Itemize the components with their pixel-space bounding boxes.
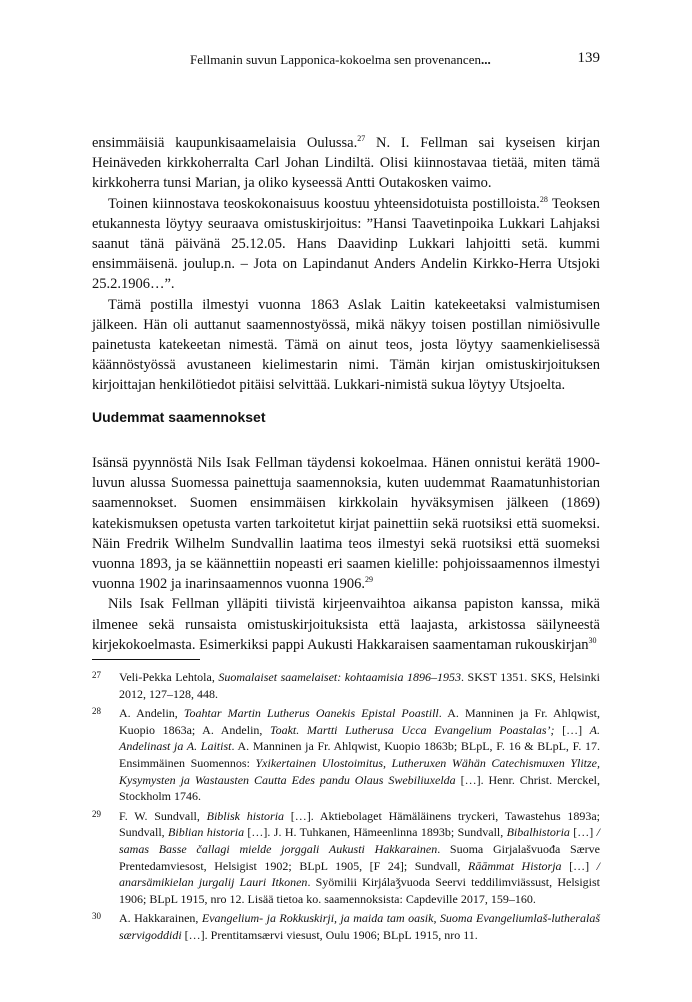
footnote-text-run: […]: [569, 825, 597, 840]
footnote-ref[interactable]: 30: [588, 635, 597, 645]
page-number: 139: [577, 50, 600, 66]
footnote: [92, 669, 600, 702]
running-title-ellipsis: ...: [480, 52, 491, 67]
footnote-title-italic: Yxikertainen Ulostoimitus, Lutheruxen Wähän Catechismuxen Ylitze, Kysymysten ja Wastausten Cautta Edes pandu Olaus Swebiliuxelda: [119, 755, 600, 787]
running-title-text: Fellmanin suvun Lapponica-kokoelma sen provenancen: [190, 52, 481, 67]
paragraph-text: Nils Isak Fellman ylläpiti tiivistä kirjeenvaihtoa aikansa papiston kanssa, mikä ilmenee sekä runsaista omistuskirjoituksista että laajasta, arkistossa säilyneestä kirjekokoelmasta. Esimerkiksi pappi Aukusti Hakkaraisen saamentaman rukouskirjan: [92, 596, 600, 653]
running-header: [190, 52, 600, 72]
body-text-block-2: [92, 453, 600, 655]
footnote-title-italic: Evangelium- ja Rokkuskirji, ja maida tam oasik, Suoma Evangeliumlaš-lutheralaš særvigoddidi: [119, 911, 600, 942]
footnote-text: [119, 911, 600, 942]
paragraph-text: N. I. Fellman sai kyseisen kirjan Heinäveden kirkkoherralta Carl Johan Lindiltä. Olisi kiinnostavaa tietää, miten tämä kirkkoherra tunsi Marian, ja oliko kyseessä Antti Outakosken vaimo.: [92, 135, 600, 192]
footnote-text-run: […]. Prentitamsærvi viesust, Oulu 1906; BLpL 1915, nro 11.: [181, 927, 478, 942]
footnote: [92, 808, 600, 908]
footnote-divider: [92, 659, 200, 660]
footnote-text-run: Veli-Pekka Lehtola,: [119, 670, 219, 684]
footnote-title-italic: Bibalhistoria: [506, 825, 570, 840]
footnote-text-run: . A. Manninen ja Fr. Ahlqwist, Kuopio 1863a; A. Andelin,: [119, 706, 601, 737]
footnote-ref[interactable]: 27: [357, 134, 366, 143]
footnote-text-run: […]. J. H. Tuhkanen, Hämeenlinna 1893b; Sundvall,: [244, 825, 507, 840]
footnote-text: [119, 670, 600, 701]
paragraph-text: ensimmäisiä kaupunkisaamelaisia Oulussa.: [92, 135, 358, 151]
footnotes: [92, 669, 600, 947]
body-text-block-1: [92, 133, 600, 396]
footnote: [92, 705, 600, 805]
footnote-number: 28: [92, 706, 101, 717]
footnote-text: [119, 809, 600, 906]
paragraph: [92, 295, 600, 396]
footnote-number: 27: [92, 670, 101, 680]
footnote-ref[interactable]: 28: [539, 194, 548, 204]
footnote-text-run: F. W. Sundvall,: [119, 808, 207, 823]
footnote-title-italic: Suomalaiset saamelaiset: kohtaamisia 1896–1953: [218, 670, 462, 684]
footnote-title-italic: Toakt. Martti Lutherusa Ucca Evangelium Poastalas’;: [270, 722, 555, 737]
paragraph-text: Isänsä pyynnöstä Nils Isak Fellman täydensi kokoelmaa. Hänen onnistui kerätä 1900-luvun alussa Suomessa painettuja saamennoksia, kuten uudemmat Raamatunhistorian saamennokset. Suomen ensimmäisen kirkkolain hyväksymisen jälkeen (1869) katekismuksen opetusta varten tarkoitetut kirjat painettiin sekä ruotsiksi että suomeksi. Näin Fredrik Wilhelm Sundvallin laatima teos ilmestyi sekä ruotsiksi että suomeksi vuonna 1893, ja se käännettiin nopeasti eri saamen kielille: pohjoissaamennos ilmestyi vuonna 1902 ja inarinsaamennos vuonna 1906.: [92, 455, 600, 593]
footnote-text-run: . Suoma Girjalašvuođa Særve Prentedamviesost, Helsigist 1902; BLpL 1905, [F 24]; Sundvall,: [119, 841, 600, 873]
running-title: [190, 52, 491, 68]
paragraph: [92, 453, 600, 594]
footnote-title-italic: Toahtar Martin Lutherus Oanekis Epistal Poastill: [183, 706, 439, 721]
footnote-text-run: A. Hakkarainen,: [119, 911, 202, 926]
footnote-title-italic: / anarsämikielan jurgalij Lauri Itkonen: [119, 858, 600, 890]
footnote-text-run: […]. Aktiebolaget Hämäläinens tryckeri, Tawastehus 1893a; Sundvall,: [119, 808, 601, 840]
footnote: [92, 910, 600, 943]
paragraph: [92, 594, 600, 655]
section-heading: Uudemmat saamennokset: [92, 409, 266, 425]
footnote-title-italic: A. Andelinast ja A. Laitist: [119, 722, 600, 754]
footnote-text-run: […]. Henr. Christ. Merckel, Stockholm 1746.: [119, 772, 600, 804]
footnote-ref[interactable]: 29: [365, 575, 374, 585]
paragraph-text: Teoksen etukannesta löytyy seuraava omistuskirjoitus: ”Hansi Taavetinpoika Lukkari Lahjaksi saanut tänä päivänä 25.12.05. Hans Daavidinp Lukkari lahjoitti setä. kummi ensimmäisenä. joulup.n. – Jota on Lapindanut Anders Andelin Kirkko-Herra Utsjoki 25.2.1906…”.: [92, 195, 600, 293]
footnote-text-run: . Syömilii Kirjálaǯvuoda Seervi teddilimviässust, Helsigist 1906; BLpL 1915, nro 12. Lisää tietoa ko. saamennoksista: Capdeville 2017, 159–160.: [119, 875, 600, 906]
footnote-text-run: . SKST 1351. SKS, Helsinki 2012, 127–128, 448.: [119, 670, 600, 701]
paragraph: [92, 194, 600, 295]
paragraph: [92, 133, 600, 194]
paragraph-text: Tämä postilla ilmestyi vuonna 1863 Aslak Laitin katekeetaksi valmistumisen jälkeen. Hän oli auttanut saamennostyössä, mikä näkyy toisen postillan nimiösivulle painetusta katekeetan nimestä. Tämä on ainut teos, josta löytyy saamenkielisessä käännöstyössä avustaneen kielimestarin nimi. Tämän kirjan omistuskirjoituksen kirjoittajan henkilötiedot pitäisi selvittää. Lukkari-nimistä sukua löytyy Utsjoelta.: [92, 296, 600, 394]
footnote-number: 29: [92, 808, 101, 819]
footnote-text-run: . A. Manninen ja Fr. Ahlqwist, Kuopio 1863b; BLpL, F. 16 & BLpL, F. 17. Ensimmäinen Suomennos:: [119, 739, 600, 770]
footnote-text: [119, 706, 600, 803]
footnote-number: 30: [92, 911, 101, 922]
footnote-text-run: A. Andelin,: [119, 706, 184, 721]
footnote-title-italic: Biblisk historia: [206, 808, 285, 823]
footnote-text-run: […]: [554, 722, 590, 737]
footnote-text-run: […]: [561, 858, 597, 873]
footnote-title-italic: Biblian historia: [168, 825, 245, 840]
paragraph-text: Toinen kiinnostava teoskokonaisuus koostuu yhteensidotuista postilloista.: [108, 195, 540, 212]
footnote-title-italic: Rāāmmat Historja: [467, 858, 562, 873]
footnote-title-italic: / samas Basse čallagi mielde jorggali Aukusti Hakkarainen: [119, 825, 600, 856]
